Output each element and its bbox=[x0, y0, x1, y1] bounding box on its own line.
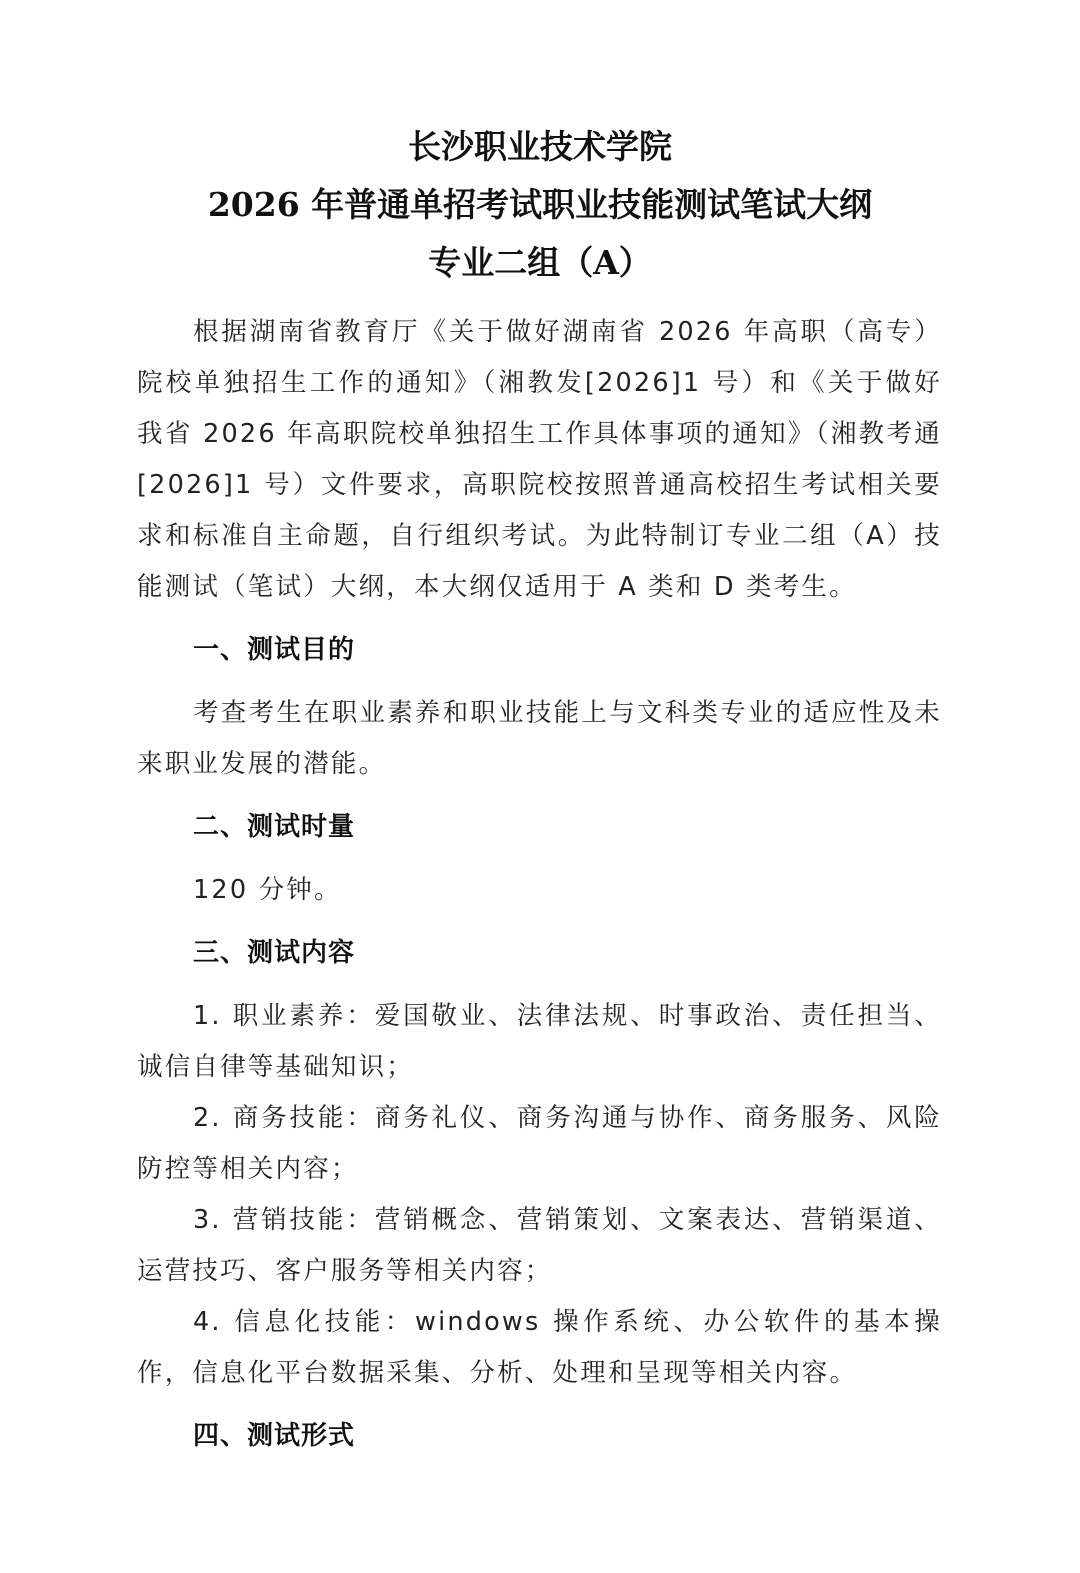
title-line-exam: 2026 年普通单招考试职业技能测试笔试大纲 bbox=[207, 185, 873, 224]
document-body bbox=[137, 307, 942, 1474]
section-heading-format: 四、测试形式 bbox=[193, 1421, 356, 1451]
content-item-3: 3. 营销技能：营销概念、营销策划、文案表达、营销渠道、运营技巧、客户服务等相关内容； bbox=[137, 1205, 942, 1286]
intro-paragraph: 根据湖南省教育厅《关于做好湖南省 2026 年高职（高专）院校单独招生工作的通知》（湘教发[2026]1 号）和《关于做好我省 2026 年高职院校单独招生工作具体事项的通知》（湘教考通[2026]1 号）文件要求，高职院校按照普通高校招生考试相关要求和标准自主命题，自行组织考试。为此特制订专业二组（A）技能测试（笔试）大纲，本大纲仅适用于 A 类和 D 类考生。 bbox=[137, 317, 942, 602]
content-item-1: 1. 职业素养：爱国敬业、法律法规、时事政治、责任担当、诚信自律等基础知识； bbox=[137, 1001, 942, 1082]
purpose-paragraph: 考查考生在职业素养和职业技能上与文科类专业的适应性及未来职业发展的潜能。 bbox=[137, 698, 942, 779]
title-line-group: 专业二组（A） bbox=[428, 243, 652, 282]
title-line-school: 长沙职业技术学院 bbox=[408, 127, 672, 166]
section-heading-purpose: 一、测试目的 bbox=[193, 635, 356, 665]
section-heading-duration: 二、测试时量 bbox=[193, 812, 356, 842]
document-title bbox=[0, 118, 1080, 292]
content-item-4: 4. 信息化技能：windows 操作系统、办公软件的基本操作，信息化平台数据采集、分析、处理和呈现等相关内容。 bbox=[137, 1307, 942, 1388]
duration-paragraph: 120 分钟。 bbox=[193, 875, 342, 905]
section-heading-content: 三、测试内容 bbox=[193, 938, 356, 968]
content-item-2: 2. 商务技能：商务礼仪、商务沟通与协作、商务服务、风险防控等相关内容； bbox=[137, 1103, 942, 1184]
